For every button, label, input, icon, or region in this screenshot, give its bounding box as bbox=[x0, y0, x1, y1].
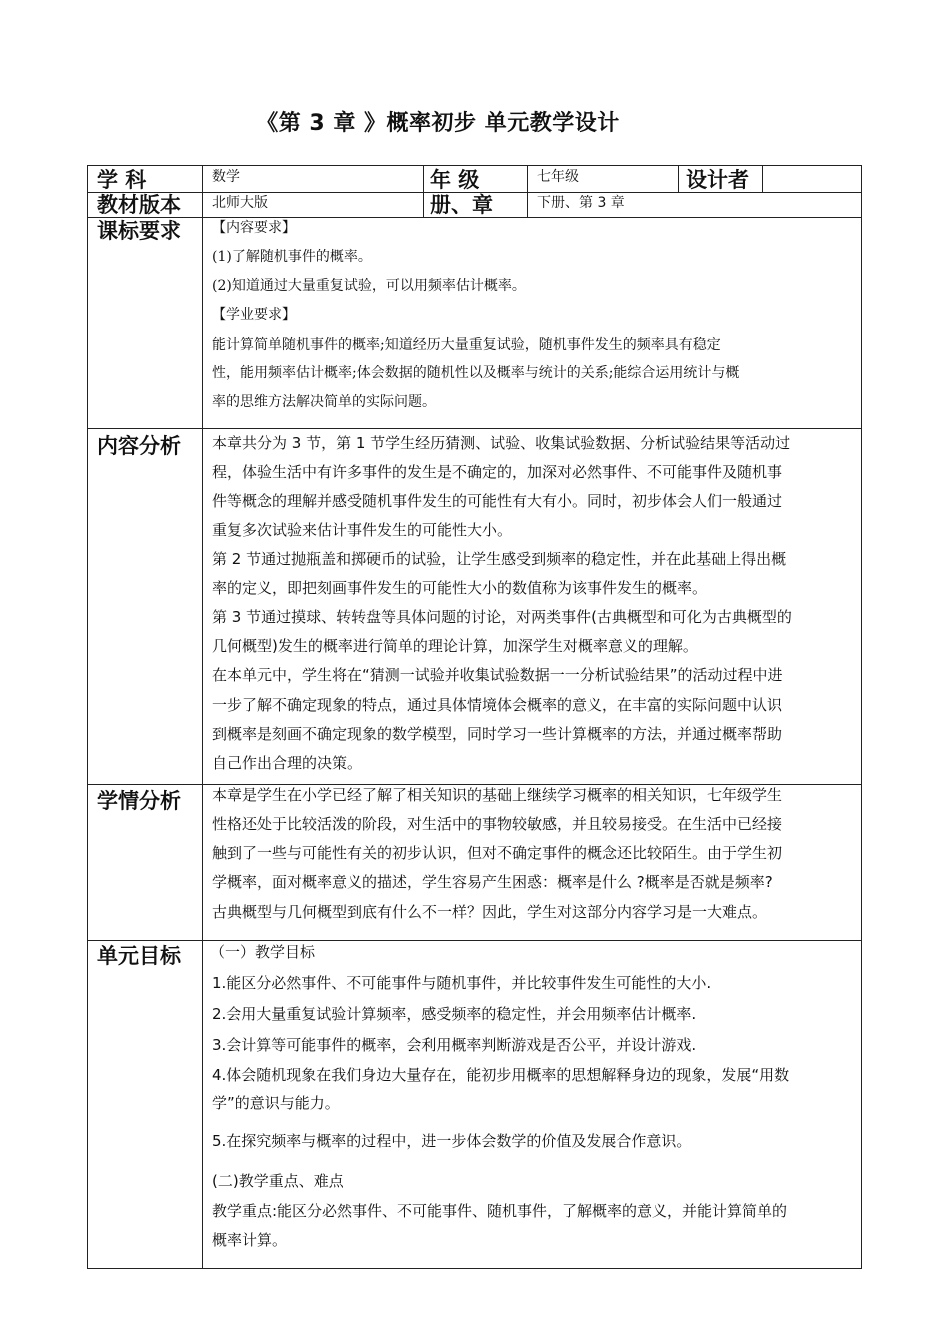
content-analysis-line: 几何概型)发生的概率进行简单的理论计算，加深学生对概率意义的理解。 bbox=[212, 637, 698, 655]
content-analysis-line: 第 3 节通过摸球、转转盘等具体问题的讨论，对两类事件(古典概型和可化为古典概型的 bbox=[212, 608, 792, 626]
column-divider bbox=[678, 166, 679, 192]
column-divider bbox=[202, 166, 203, 1268]
column-divider bbox=[527, 166, 528, 217]
key-points-line: 概率计算。 bbox=[212, 1231, 288, 1249]
content-analysis-line: 重复多次试验来估计事件发生的可能性大小。 bbox=[212, 521, 513, 539]
textbook-label: 教材版本 bbox=[97, 193, 181, 217]
curriculum-line: 率的思维方法解决简单的实际问题。 bbox=[212, 394, 436, 410]
grade-value: 七年级 bbox=[537, 169, 579, 185]
curriculum-line: 性，能用频率估计概率;体会数据的随机性以及概率与统计的关系;能综合运用统计与概 bbox=[212, 365, 740, 381]
curriculum-line: 【内容要求】 bbox=[212, 220, 296, 236]
column-divider bbox=[423, 166, 424, 217]
content-analysis-line: 程，体验生活中有许多事件的发生是不确定的，加深对必然事件、不可能事件及随机事 bbox=[212, 463, 783, 481]
student-analysis-line: 本章是学生在小学已经了解了相关知识的基础上继续学习概率的相关知识，七年级学生 bbox=[212, 786, 783, 804]
goal-item: 学”的意识与能力。 bbox=[212, 1094, 340, 1112]
content-analysis-line: 第 2 节通过抛瓶盖和掷硬币的试验，让学生感受到频率的稳定性，并在此基础上得出概 bbox=[212, 550, 787, 568]
subject-value: 数学 bbox=[212, 169, 240, 185]
design-table bbox=[87, 165, 862, 1269]
content-analysis-line: 到概率是刻画不确定现象的数学模型，同时学习一些计算概率的方法，并通过概率帮助 bbox=[212, 725, 783, 743]
content-analysis-line: 自己作出合理的决策。 bbox=[212, 754, 363, 772]
row-divider bbox=[88, 940, 861, 941]
curriculum-line: 【学业要求】 bbox=[212, 307, 296, 323]
content-analysis-line: 率的定义，即把刻画事件发生的可能性大小的数值称为该事件发生的概率。 bbox=[212, 579, 708, 597]
goals-heading: (二)教学重点、难点 bbox=[212, 1172, 344, 1190]
goals-heading: （一）教学目标 bbox=[210, 943, 316, 961]
page-title: 《第 3 章 》概率初步 单元教学设计 bbox=[256, 111, 620, 136]
student-analysis-label: 学情分析 bbox=[97, 789, 181, 813]
unit-goals-label: 单元目标 bbox=[97, 944, 181, 968]
goal-item: 4.体会随机现象在我们身边大量存在，能初步用概率的思想解释身边的现象，发展“用数 bbox=[212, 1066, 790, 1084]
subject-label: 学 科 bbox=[97, 168, 147, 192]
student-analysis-line: 古典概型与几何概型到底有什么不一样？因此，学生对这部分内容学习是一大难点。 bbox=[212, 903, 768, 921]
curriculum-label: 课标要求 bbox=[97, 219, 181, 243]
student-analysis-line: 学概率，面对概率意义的描述，学生容易产生困惑：概率是什么 ?概率是否就是频率? bbox=[212, 873, 773, 891]
column-divider bbox=[762, 166, 763, 192]
curriculum-line: (1)了解随机事件的概率。 bbox=[212, 249, 372, 265]
volume-value: 下册、第 3 章 bbox=[537, 195, 625, 211]
student-analysis-line: 性格还处于比较活泼的阶段，对生活中的事物较敏感，并且较易接受。在生活中已经接 bbox=[212, 815, 783, 833]
goal-item: 5.在探究频率与概率的过程中，进一步体会数学的价值及发展合作意识。 bbox=[212, 1132, 692, 1150]
content-analysis-line: 在本单元中，学生将在“猜测一试验并收集试验数据一一分析试验结果”的活动过程中进 bbox=[212, 666, 783, 684]
grade-label: 年 级 bbox=[430, 168, 480, 192]
student-analysis-line: 触到了一些与可能性有关的初步认识，但对不确定事件的概念还比较陌生。由于学生初 bbox=[212, 844, 783, 862]
key-points-line: 教学重点:能区分必然事件、不可能事件、随机事件，了解概率的意义，并能计算简单的 bbox=[212, 1202, 788, 1220]
content-analysis-line: 本章共分为 3 节，第 1 节学生经历猜测、试验、收集试验数据、分析试验结果等活动过 bbox=[212, 434, 791, 452]
textbook-value: 北师大版 bbox=[212, 195, 268, 211]
volume-label: 册、章 bbox=[430, 193, 493, 217]
designer-label: 设计者 bbox=[686, 168, 749, 192]
content-analysis-line: 件等概念的理解并感受随机事件发生的可能性有大有小。同时，初步体会人们一般通过 bbox=[212, 492, 783, 510]
goal-item: 2.会用大量重复试验计算频率，感受频率的稳定性，并会用频率估计概率. bbox=[212, 1005, 697, 1023]
curriculum-line: 能计算简单随机事件的概率;知道经历大量重复试验，随机事件发生的频率具有稳定 bbox=[212, 337, 721, 353]
content-analysis-label: 内容分析 bbox=[97, 434, 181, 458]
content-analysis-line: 一步了解不确定现象的特点，通过具体情境体会概率的意义，在丰富的实际问题中认识 bbox=[212, 696, 783, 714]
curriculum-line: (2)知道通过大量重复试验，可以用频率估计概率。 bbox=[212, 278, 526, 294]
goal-item: 3.会计算等可能事件的概率，会利用概率判断游戏是否公平，并设计游戏. bbox=[212, 1036, 697, 1054]
row-divider bbox=[88, 217, 861, 218]
goal-item: 1.能区分必然事件、不可能事件与随机事件，并比较事件发生可能性的大小. bbox=[212, 974, 712, 992]
